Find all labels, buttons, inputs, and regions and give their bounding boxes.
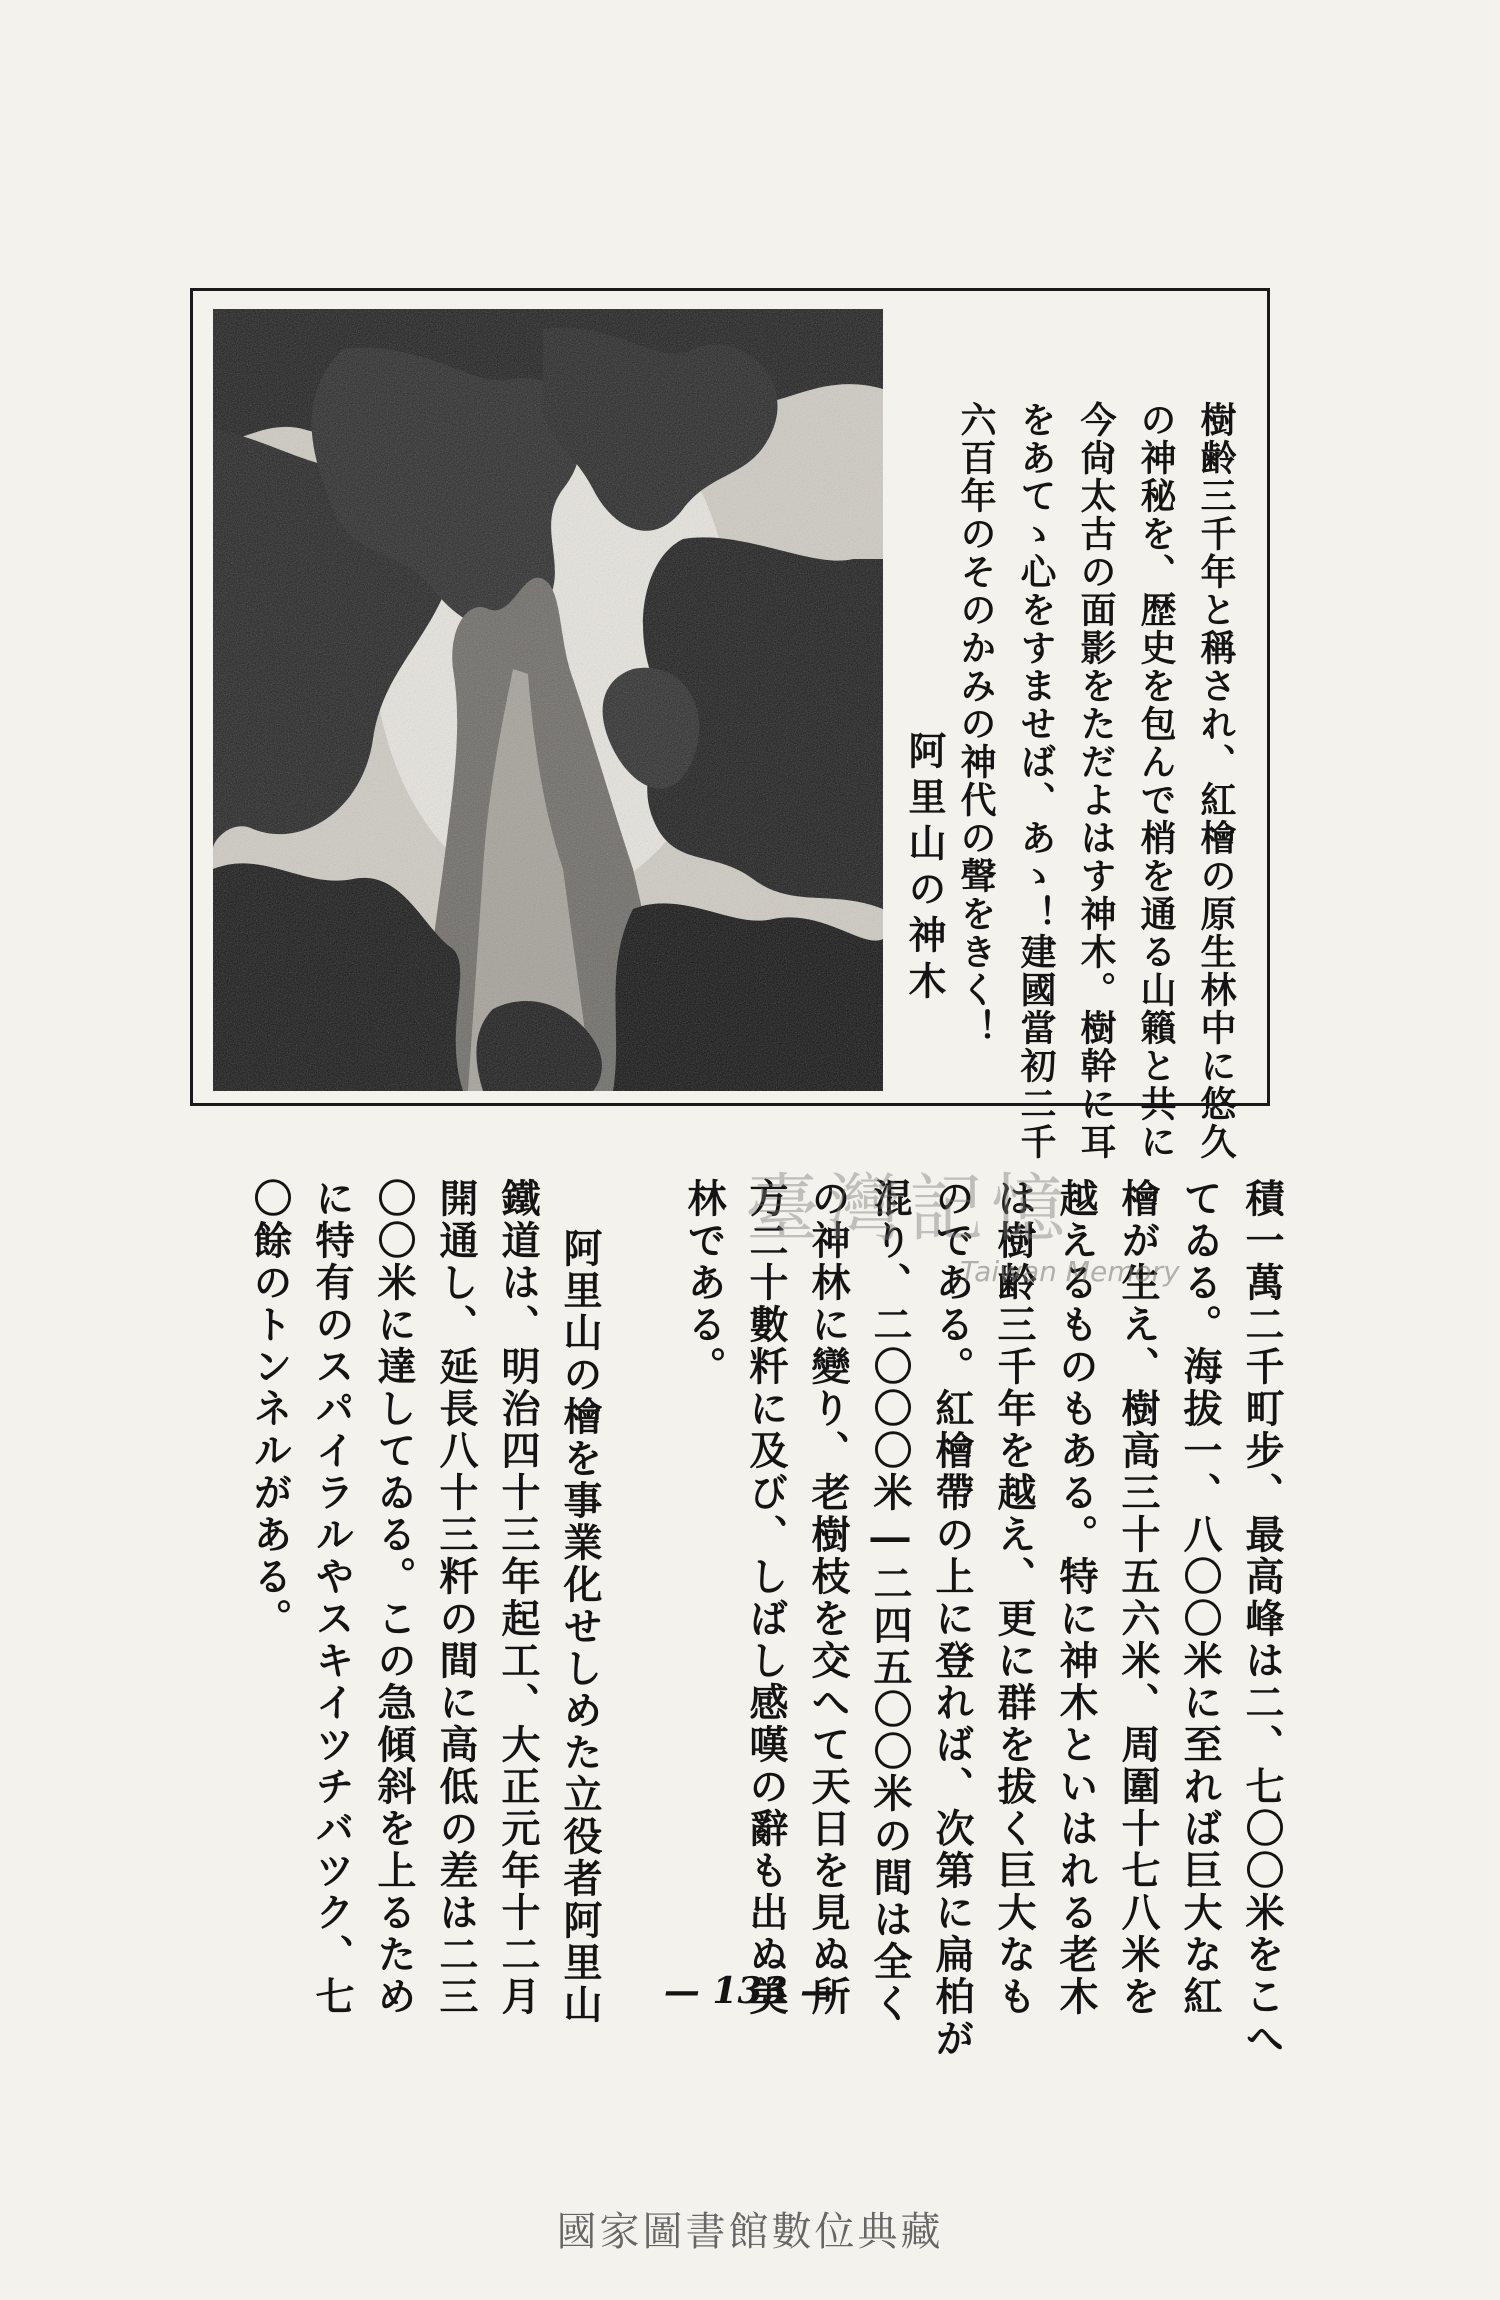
body-column: 檜が生え、樹高三十五六米、周圍十七八米を [1115,1178,1161,2018]
body-column: 〇餘のトンネルがある。 [247,1178,293,1640]
body-column: は樹齢三千年を越え、更に群を拔く巨大なも [991,1178,1037,2018]
body-column: 林である。 [681,1178,727,1388]
page-number: — 133 — [663,1970,837,2012]
figure-title: 阿里山の神木 [902,731,947,1007]
body-column: 積一萬二千町步、最高峰は二、七〇〇米をこへ [1239,1178,1285,2060]
figure-frame [190,288,1270,1161]
caption-line: をあてゝ心をすませば、あゝ！建國當初二千 [1015,401,1057,1161]
body-column: 鐵道は、明治四十三年起工、大正元年十二月 [495,1178,541,2018]
caption-line: 樹齢三千年と稱され、紅檜の原生林中に悠久 [1195,401,1237,1161]
body-column: てゐる。海拔一、八〇〇米に至れば巨大な紅 [1177,1178,1223,2018]
caption-line: 今尙太古の面影をただよはす神木。樹幹に耳 [1075,401,1117,1161]
body-column: 方二十數粁に及び、しばし感嘆の辭も出ぬ美 [743,1178,789,2018]
figure-caption [893,291,1270,1161]
footer-credit: 國家圖書館數位典藏 [556,2209,944,2255]
body-column: 阿里山の檜を事業化せしめた立役者阿里山 [557,1228,603,2026]
body-column: 越えるものもある。特に神木といはれる老木 [1053,1178,1099,2018]
body-column: の神林に變り、老樹枝を交へて天日を見ぬ所 [805,1178,851,2018]
body-column: 混り、二〇〇〇米―二四五〇〇米の間は全く [867,1178,913,2025]
caption-line: 六百年のそのかみの神代の聲をきく！ [955,401,997,1047]
body-column: のである。紅檜帶の上に登れば、次第に扁柏が [929,1178,975,2060]
watermark-subtext: Taiwan Memory [960,1255,1180,1288]
body-column: 開通し、延長八十三粁の間に高低の差は二三 [433,1178,479,2018]
body-column: に特有のスパイラルやスキイツチバツク、七 [309,1178,355,2018]
sacred-tree-photo [213,309,883,1091]
body-column: 〇〇米に達してゐる。この急傾斜を上るため [371,1178,417,2018]
caption-line: の神秘を、歴史を包んで梢を通る山籟と共に [1135,401,1177,1161]
watermark-logo: 臺灣記憶 [745,1166,1073,1252]
